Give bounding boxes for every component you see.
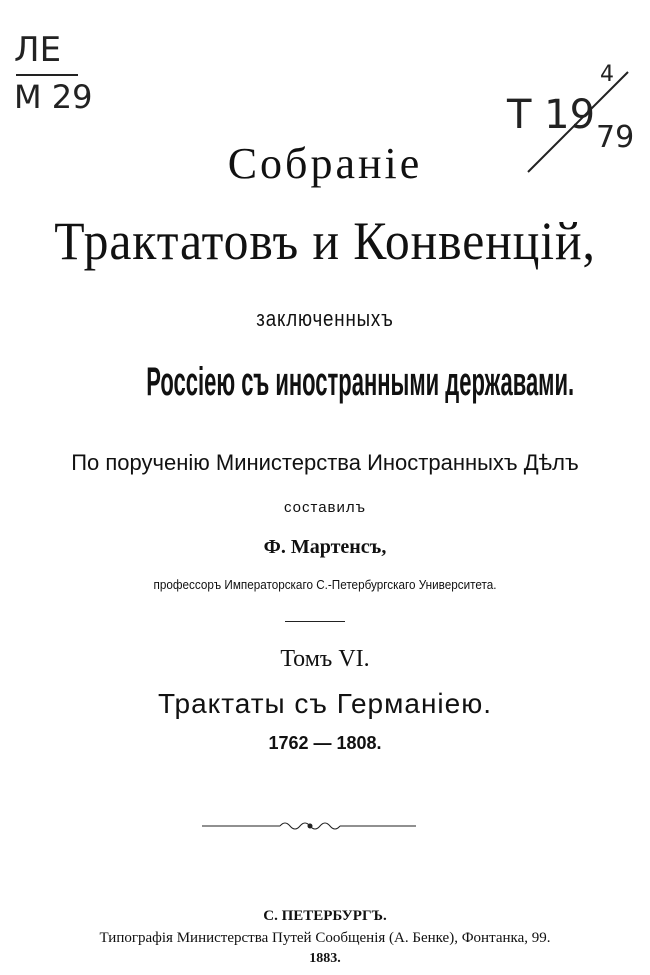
handwritten-mark-top-left-1: ЛЕ xyxy=(14,30,62,70)
author-name: Ф. Мартенсъ, xyxy=(263,536,387,558)
title-line-1: Собраніе xyxy=(227,139,423,188)
subtitle-line-2: Россіею съ иностранными державами. xyxy=(146,360,575,404)
imprint-year: 1883. xyxy=(309,951,341,966)
handwritten-mark-top-right: T 19 xyxy=(507,92,596,138)
handwritten-mark-top-right-top: 4 xyxy=(600,62,614,87)
volume-title: Трактаты съ Германіею. xyxy=(157,688,492,719)
handwritten-mark-top-left-2: M 29 xyxy=(14,78,93,116)
title-line-2: Трактатовъ и Конвенцій, xyxy=(54,211,596,271)
short-rule xyxy=(285,621,345,622)
imprint-city: С. ПЕТЕРБУРГЪ. xyxy=(263,908,387,924)
imprint-printer: Типографія Министерства Путей Сообщенія (А. Бенке), Фонтанка, 99. xyxy=(99,930,551,946)
ornamental-divider xyxy=(200,816,420,836)
subtitle-line-1: заключенныхъ xyxy=(256,306,394,331)
volume-number: Томъ VI. xyxy=(280,646,370,672)
handwritten-mark-top-right-bottom: 79 xyxy=(596,120,635,155)
compiled-by: составилъ xyxy=(283,499,367,516)
commission-line: По порученію Министерства Иностранныхъ Дѣлъ xyxy=(71,450,579,475)
author-title: профессоръ Императорскаго С.-Петербургскаго Университета. xyxy=(153,577,497,592)
volume-years: 1762 — 1808. xyxy=(268,733,382,753)
